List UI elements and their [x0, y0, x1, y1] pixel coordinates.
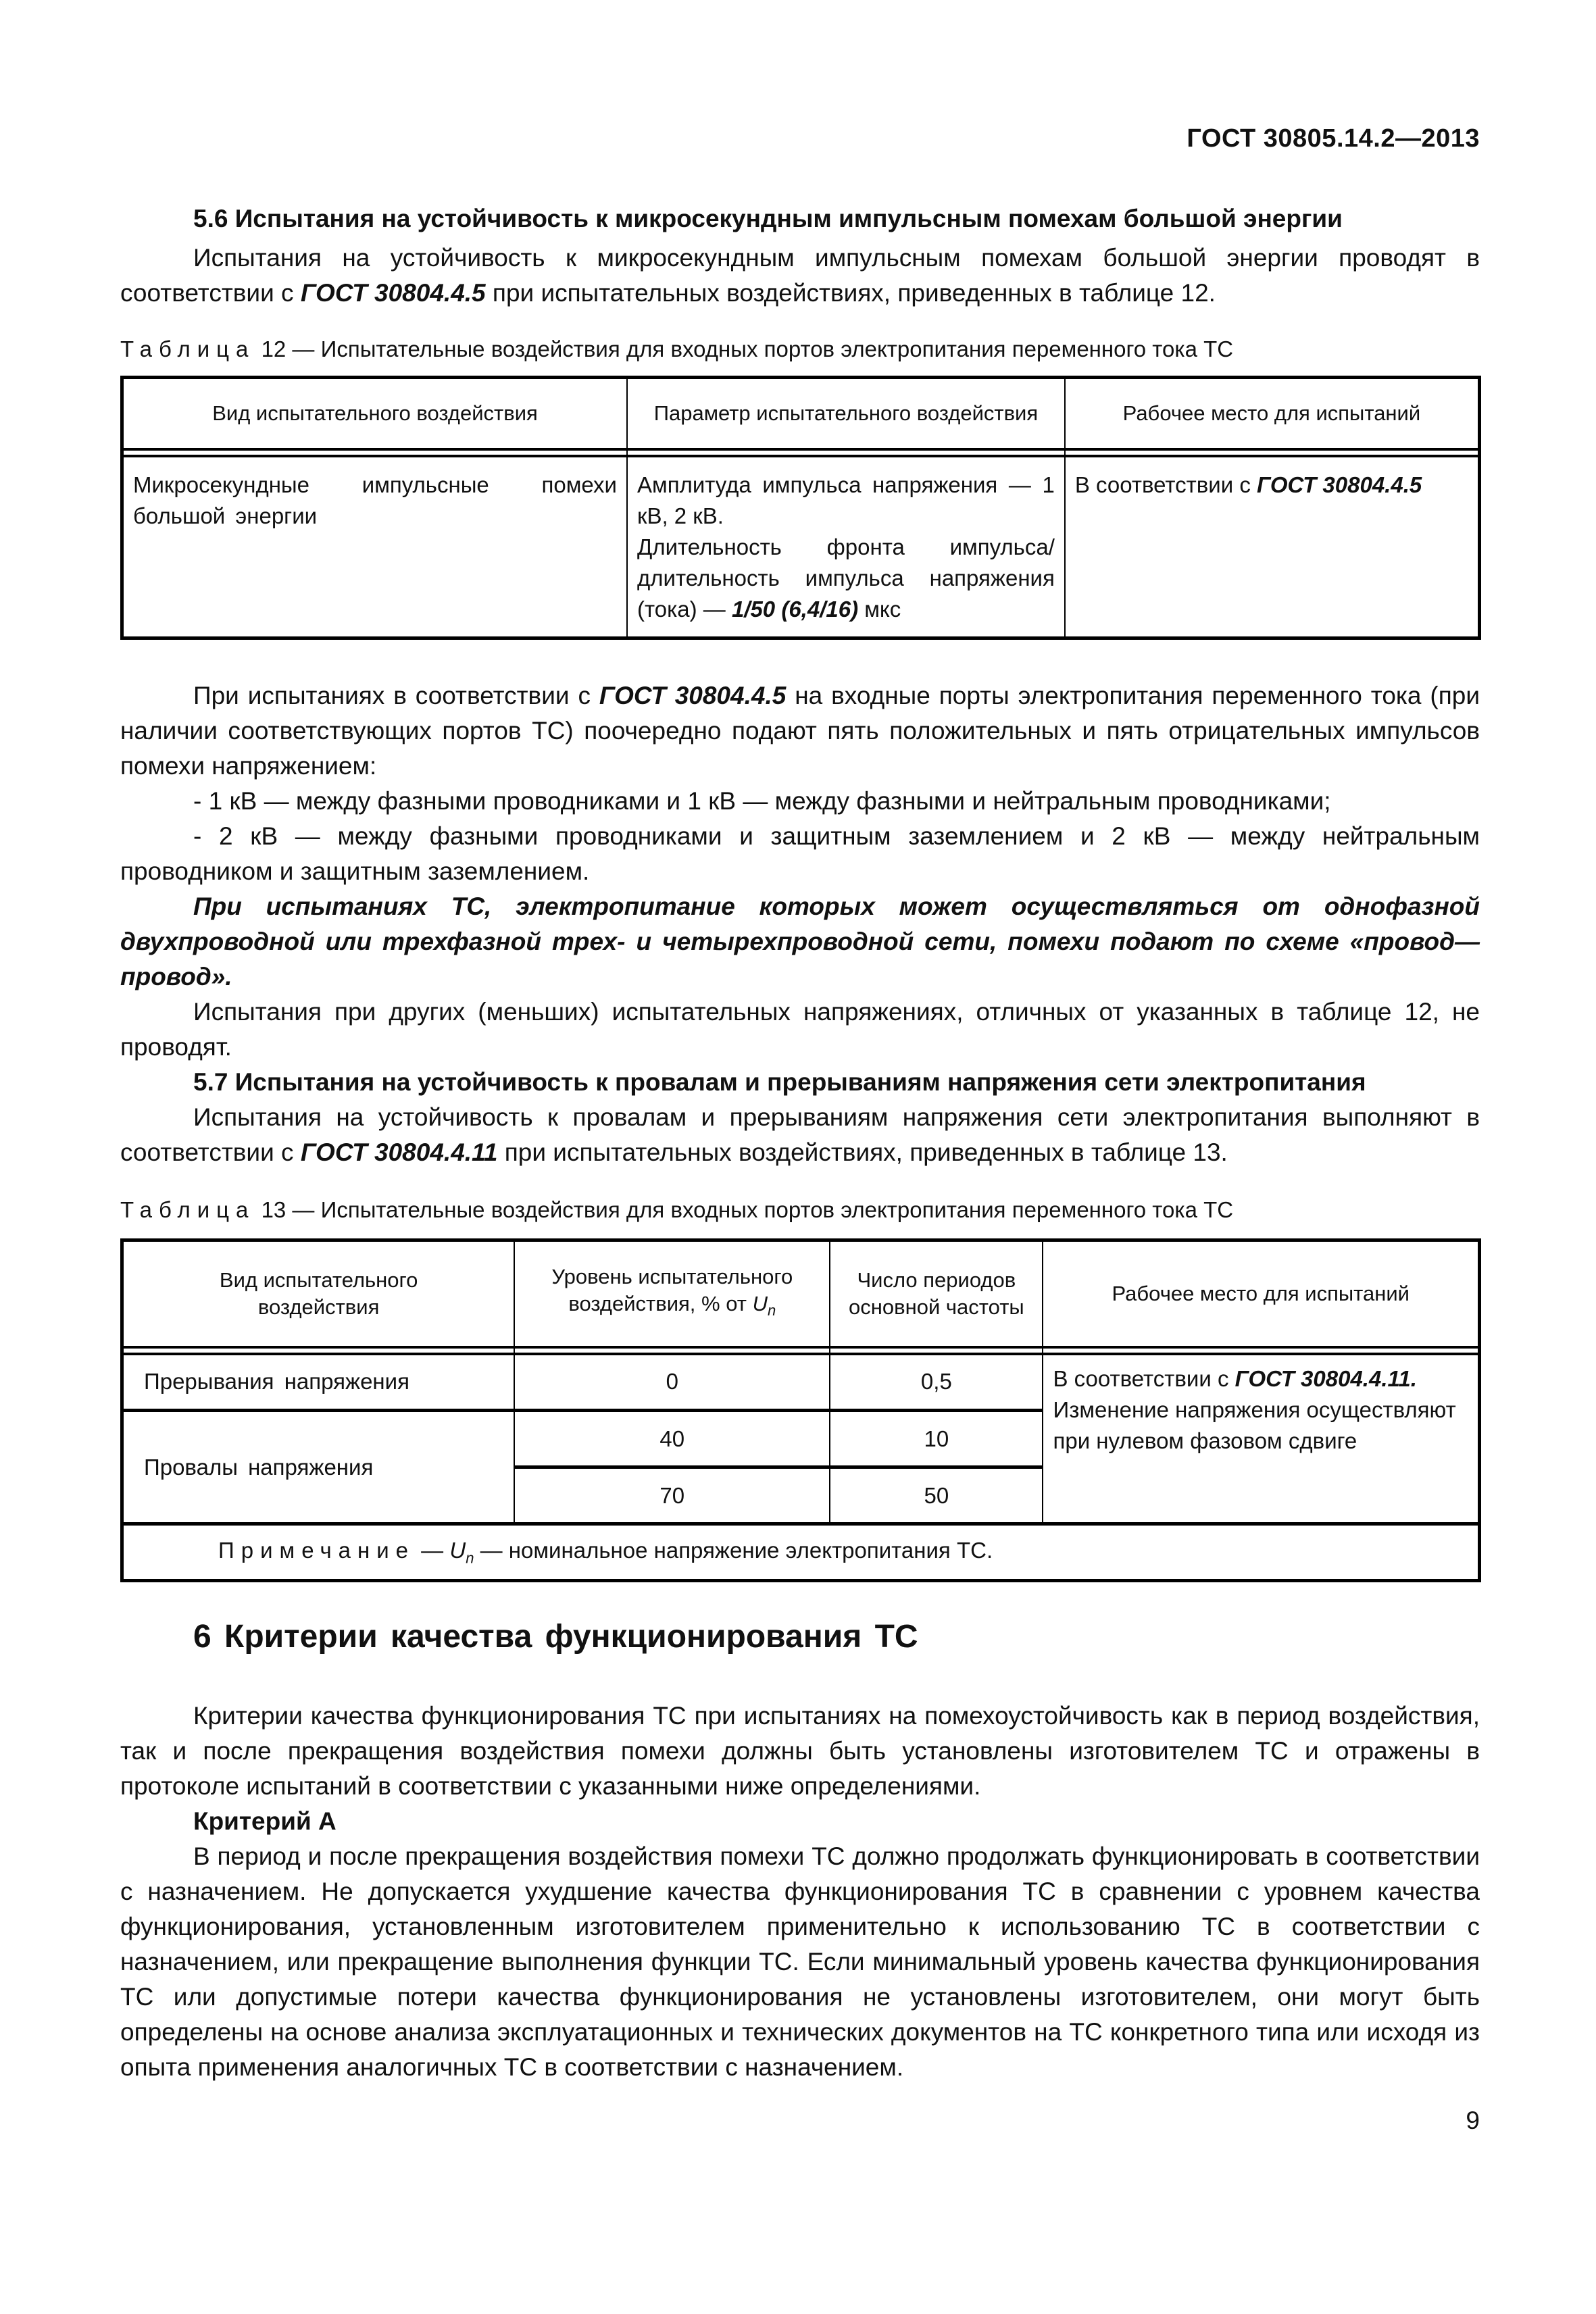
table-header-cell: Число периодов основной частоты — [830, 1240, 1043, 1347]
table-note-row — [122, 1524, 1480, 1581]
section-6-heading: 6 Критерии качества функционирования ТС — [193, 1619, 918, 1655]
standard-reference: ГОСТ 30804.4.5 — [300, 279, 486, 307]
table-header-row — [122, 1240, 1480, 1347]
standard-reference: ГОСТ 30804.4.11. — [1235, 1365, 1417, 1391]
table-12-caption: Таблица 12 — Испытательные воздействия для входных портов электропитания переменного тока ТС — [120, 336, 1234, 361]
table-header-cell: Параметр испытательного воздействия — [627, 378, 1065, 449]
criterion-a-text: В период и после прекращения воздействия помехи ТС должно продолжать функционировать в соответствии с назначением. Не допускается ухудшение качества функционирования ТС в сравнении с уровнем качества функционирования, установленным изготовителем применительно к использованию ТС в соответствии с назначением, или прекращение выполнения функции ТС. Если минимальный уровень качества функционирования ТС или допустимые потери качества функционирования не установлены изготовителем, они могут быть определены на основе анализа эксплуатационных и технических документов на ТС конкретного типа или исходя из опыта применения аналогичных ТС в соответствии с назначением. — [120, 1842, 1480, 2081]
table-cell-type: Микросекундные импульсные помехи большой энергии — [122, 456, 628, 638]
section-5-6-intro: Испытания на устойчивость к микросекундным импульсным помехам большой энергии проводят в соответствии с ГОСТ 30804.4.5 при испытательных воздействиях, приведенных в таблице 12. — [120, 244, 1480, 307]
standard-reference: ГОСТ 30804.4.5 — [1257, 472, 1422, 497]
table-cell-periods: 0,5 — [830, 1354, 1043, 1411]
table-12 — [120, 376, 1481, 640]
table-cell-param: Амплитуда импульса напряжения — 1 кВ, 2 кВ. Длительность фронта импульса/ длительность импульса напряжения (тока) — 1/50 (6,4/16) мкс — [627, 456, 1065, 638]
table-cell-place: В соответствии с ГОСТ 30804.4.11. Изменение напряжения осуществляют при нулевом фазовом сдвиге — [1043, 1354, 1479, 1524]
paragraph-other-voltages: Испытания при других (меньших) испытательных напряжениях, отличных от указанных в таблице 12, не проводят. — [120, 998, 1480, 1061]
table-cell-type: Прерывания напряжения — [122, 1354, 515, 1411]
page-number: 9 — [1466, 2107, 1480, 2134]
table-header-cell: Рабочее место для испытаний — [1065, 378, 1480, 449]
section-5-7-heading: 5.7 Испытания на устойчивость к провалам и прерываниям напряжения сети электропитания — [193, 1068, 1366, 1096]
paragraph-wire-to-wire: При испытаниях ТС, электропитание которых может осуществляться от однофазной двухпроводной или трехфазной трех- и четырехпроводной сети, помехи подают по схеме «провод—провод». — [120, 892, 1480, 990]
table-13 — [120, 1238, 1481, 1582]
standard-reference: ГОСТ 30804.4.11 — [300, 1138, 498, 1166]
section-6-intro: Критерии качества функционирования ТС при испытаниях на помехоустойчивость как в период воздействия, так и после прекращения воздействия помехи должны быть установлены изготовителем ТС и отражены в протоколе испытаний в соответствии с указанными ниже определениями. — [120, 1702, 1480, 1800]
section-5-6-heading: 5.6 Испытания на устойчивость к микросекундным импульсным помехам большой энергии — [193, 205, 1343, 232]
table-cell-level: 0 — [514, 1354, 830, 1411]
table-header-row — [122, 378, 1480, 449]
list-item: - 2 кВ — между фазными проводниками и защитным заземлением и 2 кВ — между нейтральным проводником и защитным заземлением. — [120, 822, 1480, 885]
table-cell-level: 40 — [514, 1411, 830, 1467]
list-item: - 1 кВ — между фазными проводниками и 1 кВ — между фазными и нейтральным проводниками; — [193, 787, 1331, 815]
table-cell-place: В соответствии с ГОСТ 30804.4.5 — [1065, 456, 1480, 638]
table-13-caption: Таблица 13 — Испытательные воздействия для входных портов электропитания переменного тока ТС — [120, 1197, 1234, 1222]
section-5-7-intro: Испытания на устойчивость к провалам и прерываниям напряжения сети электропитания выполняют в соответствии с ГОСТ 30804.4.11 при испытательных воздействиях, приведенных в таблице 13. — [120, 1103, 1480, 1166]
table-note: Примечание — $U_n$ — номинальное напряжение электропитания ТС. — [122, 1524, 1480, 1581]
table-cell-periods: 10 — [830, 1411, 1043, 1467]
table-header-cell: Вид испытательного воздействия — [122, 378, 628, 449]
table-cell-level: 70 — [514, 1467, 830, 1524]
standard-reference: ГОСТ 30804.4.5 — [599, 682, 787, 709]
document-code-header: ГОСТ 30805.14.2—2013 — [1187, 124, 1480, 153]
table-row — [122, 1354, 1480, 1411]
table-header-cell: Рабочее место для испытаний — [1043, 1240, 1479, 1347]
table-cell-type: Провалы напряжения — [122, 1411, 515, 1524]
paragraph-test-procedure: При испытаниях в соответствии с ГОСТ 30804.4.5 на входные порты электропитания переменного тока (при наличии соответствующих портов ТС) поочередно подают пять положительных и пять отрицательных импульсов помехи напряжением: — [120, 682, 1480, 780]
criterion-a-heading: Критерий А — [193, 1807, 336, 1835]
table-header-cell: Вид испытательного воздействия — [122, 1240, 515, 1347]
table-cell-periods: 50 — [830, 1467, 1043, 1524]
table-row — [122, 456, 1480, 638]
table-header-cell: Уровень испытательного воздействия, % от $U_n$ — [514, 1240, 830, 1347]
